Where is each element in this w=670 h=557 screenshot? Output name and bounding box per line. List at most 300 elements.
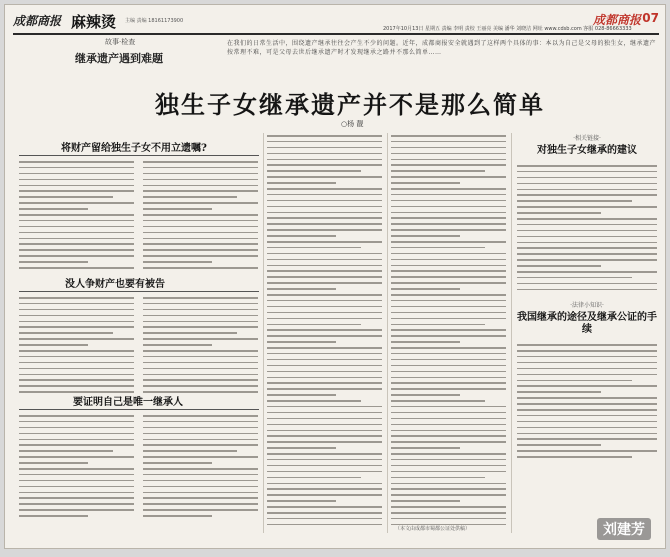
body-text-line <box>143 462 212 464</box>
body-text-line <box>19 444 134 446</box>
body-text-line <box>391 477 485 479</box>
body-text-line <box>267 406 382 408</box>
text-col-1a <box>19 161 134 273</box>
body-text-line <box>517 177 657 179</box>
date-line: 2017年10月13日 星期五 责编 李明 责校 王丽亮 美编 潘华 刘晓洁 网址 www.cdsb.com 客服 028-86663333 <box>383 26 632 32</box>
body-text-line <box>517 183 657 185</box>
body-text-line <box>143 185 258 187</box>
body-text-line <box>267 159 382 161</box>
text-col-2b <box>143 297 258 397</box>
body-text-line <box>19 321 134 323</box>
body-text-line <box>267 188 382 190</box>
body-text-line <box>19 173 134 175</box>
body-text-line <box>391 394 460 396</box>
body-text-line <box>19 480 134 482</box>
body-text-line <box>517 283 657 285</box>
body-text-line <box>267 400 361 402</box>
body-text-line <box>267 324 361 326</box>
body-text-line <box>391 159 506 161</box>
body-text-line <box>267 477 361 479</box>
body-text-line <box>391 135 506 137</box>
body-text-line <box>517 189 657 191</box>
body-text-line <box>517 397 657 399</box>
column-divider-2 <box>387 133 388 533</box>
body-text-line <box>267 312 382 314</box>
body-text-line <box>267 241 382 243</box>
body-text-line <box>267 229 382 231</box>
body-text-line <box>19 374 134 376</box>
body-text-line <box>391 312 506 314</box>
text-col-2a <box>19 297 134 397</box>
body-text-line <box>267 488 382 490</box>
body-text-line <box>143 415 258 417</box>
body-text-line <box>517 427 657 429</box>
column-divider-1 <box>263 133 264 533</box>
body-text-line <box>19 427 134 429</box>
body-text-line <box>391 194 506 196</box>
body-text-line <box>517 356 657 358</box>
body-text-line <box>143 515 212 517</box>
body-text-line <box>19 474 134 476</box>
body-text-line <box>391 518 506 520</box>
body-text-line <box>143 196 237 198</box>
body-text-line <box>391 153 506 155</box>
text-col-3b <box>143 415 258 521</box>
body-text-line <box>143 468 258 470</box>
footer-note: （本文由成都市蜀都公证处供稿） <box>395 526 471 532</box>
body-text-line <box>143 385 258 387</box>
body-text-line <box>517 344 657 346</box>
body-text-line <box>267 382 382 384</box>
body-text-line <box>391 188 506 190</box>
body-text-line <box>517 385 657 387</box>
body-text-line <box>19 492 134 494</box>
body-text-line <box>143 167 258 169</box>
body-text-line <box>517 374 657 376</box>
sidebar-head-1: 对独生子女继承的建议 <box>537 145 637 156</box>
body-text-line <box>267 412 382 414</box>
body-text-line <box>19 185 134 187</box>
body-text-line <box>391 441 506 443</box>
body-text-line <box>391 141 506 143</box>
body-text-line <box>19 226 134 228</box>
body-text-line <box>391 217 506 219</box>
body-text-line <box>267 200 382 202</box>
body-text-line <box>391 506 506 508</box>
body-text-line <box>267 259 382 261</box>
body-text-line <box>143 344 212 346</box>
body-text-line <box>391 406 506 408</box>
body-text-line <box>19 309 134 311</box>
column-title: 麻辣烫 <box>71 13 117 31</box>
body-text-line <box>267 135 382 137</box>
body-text-line <box>143 226 258 228</box>
body-text-line <box>391 500 460 502</box>
body-text-line <box>391 418 506 420</box>
body-text-line <box>143 332 237 334</box>
body-text-line <box>391 235 460 237</box>
body-text-line <box>143 297 258 299</box>
brand-name: 成都商报 <box>592 13 641 27</box>
body-text-line <box>143 208 212 210</box>
body-text-line <box>391 253 506 255</box>
body-text-line <box>517 368 657 370</box>
body-text-line <box>267 294 382 296</box>
body-text-line <box>143 261 212 263</box>
body-text-line <box>143 255 258 257</box>
kicker-column: 故事·检查 <box>105 38 136 46</box>
body-text-line <box>517 259 657 261</box>
body-text-line <box>267 170 361 172</box>
body-text-line <box>267 512 382 514</box>
body-text-line <box>143 179 258 181</box>
body-text-line <box>143 202 258 204</box>
body-text-line <box>267 424 382 426</box>
body-text-line <box>19 433 134 435</box>
body-text-line <box>143 249 258 251</box>
body-text-line <box>391 229 506 231</box>
body-text-line <box>267 365 382 367</box>
body-text-line <box>267 524 382 526</box>
body-text-line <box>19 161 134 163</box>
body-text-line <box>267 276 382 278</box>
body-text-line <box>19 297 134 299</box>
body-text-line <box>19 356 134 358</box>
body-text-line <box>19 326 134 328</box>
body-text-line <box>19 332 113 334</box>
body-text-line <box>267 347 382 349</box>
body-text-line <box>143 439 258 441</box>
body-text-line <box>517 230 657 232</box>
body-text-line <box>143 356 258 358</box>
body-text-line <box>517 350 657 352</box>
body-text-line <box>517 409 657 411</box>
body-text-line <box>267 353 382 355</box>
body-text-line <box>143 315 258 317</box>
body-text-line <box>391 147 506 149</box>
watermark: 刘建芳 <box>597 518 651 540</box>
body-text-line <box>517 438 657 440</box>
body-text-line <box>143 220 258 222</box>
byline: ○杨 靓 <box>341 120 364 128</box>
body-text-line <box>19 220 134 222</box>
body-text-line <box>391 335 506 337</box>
body-text-line <box>143 362 258 364</box>
body-text-line <box>19 249 134 251</box>
body-text-line <box>391 424 506 426</box>
body-text-line <box>143 509 258 511</box>
body-text-line <box>143 350 258 352</box>
body-text-line <box>143 161 258 163</box>
body-text-line <box>267 418 382 420</box>
body-text-line <box>267 253 382 255</box>
body-text-line <box>143 503 258 505</box>
body-text-line <box>143 321 258 323</box>
body-text-line <box>391 512 506 514</box>
sidebar-tag-2: ·法律小知识· <box>570 302 604 310</box>
body-text-line <box>19 214 134 216</box>
body-text-line <box>391 412 506 414</box>
body-text-line <box>19 421 134 423</box>
body-text-line <box>391 388 506 390</box>
body-text-line <box>391 306 506 308</box>
body-text-line <box>391 259 506 261</box>
body-text-line <box>391 270 506 272</box>
body-text-line <box>517 194 657 196</box>
kicker-title: 继承遗产遇到难题 <box>75 52 163 65</box>
body-text-line <box>391 212 506 214</box>
body-text-line <box>517 456 632 458</box>
body-text-line <box>517 206 657 208</box>
body-text-line <box>391 265 506 267</box>
masthead-logo: 成都商报 <box>13 14 62 28</box>
body-text-line <box>19 486 134 488</box>
body-text-line <box>19 179 134 181</box>
body-text-line <box>267 223 382 225</box>
body-text-line <box>267 306 382 308</box>
body-text-line <box>391 382 506 384</box>
body-text-line <box>517 247 657 249</box>
kicker <box>75 37 205 73</box>
body-text-line <box>391 300 506 302</box>
body-text-line <box>391 365 506 367</box>
body-text-line <box>19 385 134 387</box>
body-text-line <box>391 247 485 249</box>
subhead-2: 没人争财产也要有被告 <box>65 279 165 290</box>
body-text-line <box>517 218 657 220</box>
body-text-line <box>517 403 657 405</box>
body-text-line <box>143 444 258 446</box>
body-text-line <box>143 450 237 452</box>
body-text-line <box>267 206 382 208</box>
column-divider-3 <box>511 133 512 533</box>
body-text-line <box>19 196 113 198</box>
body-text-line <box>19 350 134 352</box>
body-text-line <box>143 492 258 494</box>
body-text-line <box>267 377 382 379</box>
body-text-line <box>19 261 88 263</box>
editor-info: 主编 责编 18161173900 <box>125 18 184 24</box>
newspaper-page <box>4 4 666 549</box>
body-text-line <box>517 421 657 423</box>
body-text-line <box>267 335 382 337</box>
body-text-line <box>267 359 382 361</box>
body-text-line <box>267 182 336 184</box>
body-text-line <box>517 265 601 267</box>
body-text-line <box>391 164 506 166</box>
body-text-line <box>19 167 134 169</box>
sidebar-text-1 <box>517 165 657 290</box>
text-col-5 <box>391 135 506 530</box>
body-text-line <box>517 433 657 435</box>
body-text-line <box>143 214 258 216</box>
body-text-line <box>517 380 632 382</box>
body-text-line <box>143 456 258 458</box>
body-text-line <box>267 147 382 149</box>
body-text-line <box>517 236 657 238</box>
body-text-line <box>267 270 382 272</box>
body-text-line <box>19 379 134 381</box>
body-text-line <box>391 483 506 485</box>
subhead-3: 要证明自己是唯一继承人 <box>73 397 183 408</box>
body-text-line <box>391 341 460 343</box>
body-text-line <box>19 456 134 458</box>
body-text-line <box>267 435 382 437</box>
body-text-line <box>267 300 382 302</box>
body-text-line <box>267 164 382 166</box>
body-text-line <box>143 374 258 376</box>
subhead-2-rule <box>19 291 259 292</box>
body-text-line <box>267 388 382 390</box>
body-text-line <box>391 318 506 320</box>
body-text-line <box>19 509 134 511</box>
body-text-line <box>517 165 657 167</box>
text-col-4 <box>267 135 382 530</box>
body-text-line <box>143 267 258 269</box>
body-text-line <box>143 427 258 429</box>
body-text-line <box>391 353 506 355</box>
body-text-line <box>267 483 382 485</box>
body-text-line <box>19 391 134 393</box>
body-text-line <box>391 288 460 290</box>
body-text-line <box>517 289 657 291</box>
body-text-line <box>267 153 382 155</box>
body-text-line <box>19 439 134 441</box>
body-text-line <box>267 176 382 178</box>
body-text-line <box>19 255 134 257</box>
body-text-line <box>267 371 382 373</box>
body-text-line <box>517 171 657 173</box>
body-text-line <box>19 238 134 240</box>
body-text-line <box>267 282 382 284</box>
body-text-line <box>19 315 134 317</box>
body-text-line <box>391 223 506 225</box>
subhead-1: 将财产留给独生子女不用立遗嘱? <box>61 143 207 154</box>
sidebar-head-2: 我国继承的途径及继承公证的手续 <box>517 312 657 336</box>
body-text-line <box>267 447 336 449</box>
body-text-line <box>19 515 88 517</box>
body-text-line <box>517 444 601 446</box>
body-text-line <box>19 362 134 364</box>
body-text-line <box>517 415 657 417</box>
body-text-line <box>391 494 506 496</box>
body-text-line <box>19 208 88 210</box>
body-text-line <box>267 212 382 214</box>
body-text-line <box>391 324 485 326</box>
body-text-line <box>267 288 336 290</box>
body-text-line <box>391 241 506 243</box>
body-text-line <box>267 329 382 331</box>
body-text-line <box>143 309 258 311</box>
body-text-line <box>143 379 258 381</box>
body-text-line <box>143 232 258 234</box>
body-text-line <box>267 235 336 237</box>
body-text-line <box>517 224 657 226</box>
body-text-line <box>517 277 632 279</box>
body-text-line <box>19 338 134 340</box>
body-text-line <box>19 190 134 192</box>
body-text-line <box>391 182 460 184</box>
body-text-line <box>267 318 382 320</box>
body-text-line <box>391 459 506 461</box>
body-text-line <box>391 329 506 331</box>
body-text-line <box>143 480 258 482</box>
body-text-line <box>517 242 657 244</box>
body-text-line <box>19 232 134 234</box>
body-text-line <box>19 503 134 505</box>
body-text-line <box>19 468 134 470</box>
body-text-line <box>19 450 113 452</box>
body-text-line <box>19 462 88 464</box>
body-text-line <box>267 494 382 496</box>
body-text-line <box>19 303 134 305</box>
body-text-line <box>267 394 336 396</box>
body-text-line <box>267 265 382 267</box>
body-text-line <box>267 194 382 196</box>
body-text-line <box>391 276 506 278</box>
masthead <box>13 11 659 35</box>
subhead-1-rule <box>19 155 259 156</box>
body-text-line <box>391 377 506 379</box>
text-col-3a <box>19 415 134 521</box>
body-text-line <box>391 371 506 373</box>
body-text-line <box>143 238 258 240</box>
body-text-line <box>143 391 258 393</box>
body-text-line <box>267 471 382 473</box>
body-text-line <box>391 400 485 402</box>
body-text-line <box>143 368 258 370</box>
body-text-line <box>267 453 382 455</box>
body-text-line <box>143 421 258 423</box>
body-text-line <box>267 500 336 502</box>
body-text-line <box>19 368 134 370</box>
sidebar-text-2 <box>517 344 657 457</box>
body-text-line <box>143 474 258 476</box>
body-text-line <box>267 247 361 249</box>
body-text-line <box>517 391 601 393</box>
body-text-line <box>391 170 485 172</box>
body-text-line <box>391 488 506 490</box>
page-number: 07 <box>642 11 659 25</box>
body-text-line <box>391 282 506 284</box>
body-text-line <box>267 430 382 432</box>
body-text-line <box>143 173 258 175</box>
body-text-line <box>391 430 506 432</box>
body-text-line <box>143 338 258 340</box>
body-text-line <box>143 326 258 328</box>
body-text-line <box>391 294 506 296</box>
body-text-line <box>143 243 258 245</box>
body-text-line <box>19 267 134 269</box>
body-text-line <box>517 362 657 364</box>
body-text-line <box>391 206 506 208</box>
body-text-line <box>19 415 134 417</box>
body-text-line <box>19 243 134 245</box>
body-text-line <box>391 447 460 449</box>
body-text-line <box>391 359 506 361</box>
body-text-line <box>391 453 506 455</box>
body-text-line <box>143 497 258 499</box>
body-text-line <box>391 200 506 202</box>
body-text-line <box>267 518 382 520</box>
body-text-line <box>267 441 382 443</box>
body-text-line <box>517 212 601 214</box>
sidebar-tag-1: ·相关链接· <box>573 135 601 142</box>
body-text-line <box>267 465 382 467</box>
sidebar <box>517 133 657 462</box>
body-text-line <box>391 176 506 178</box>
body-text-line <box>267 141 382 143</box>
